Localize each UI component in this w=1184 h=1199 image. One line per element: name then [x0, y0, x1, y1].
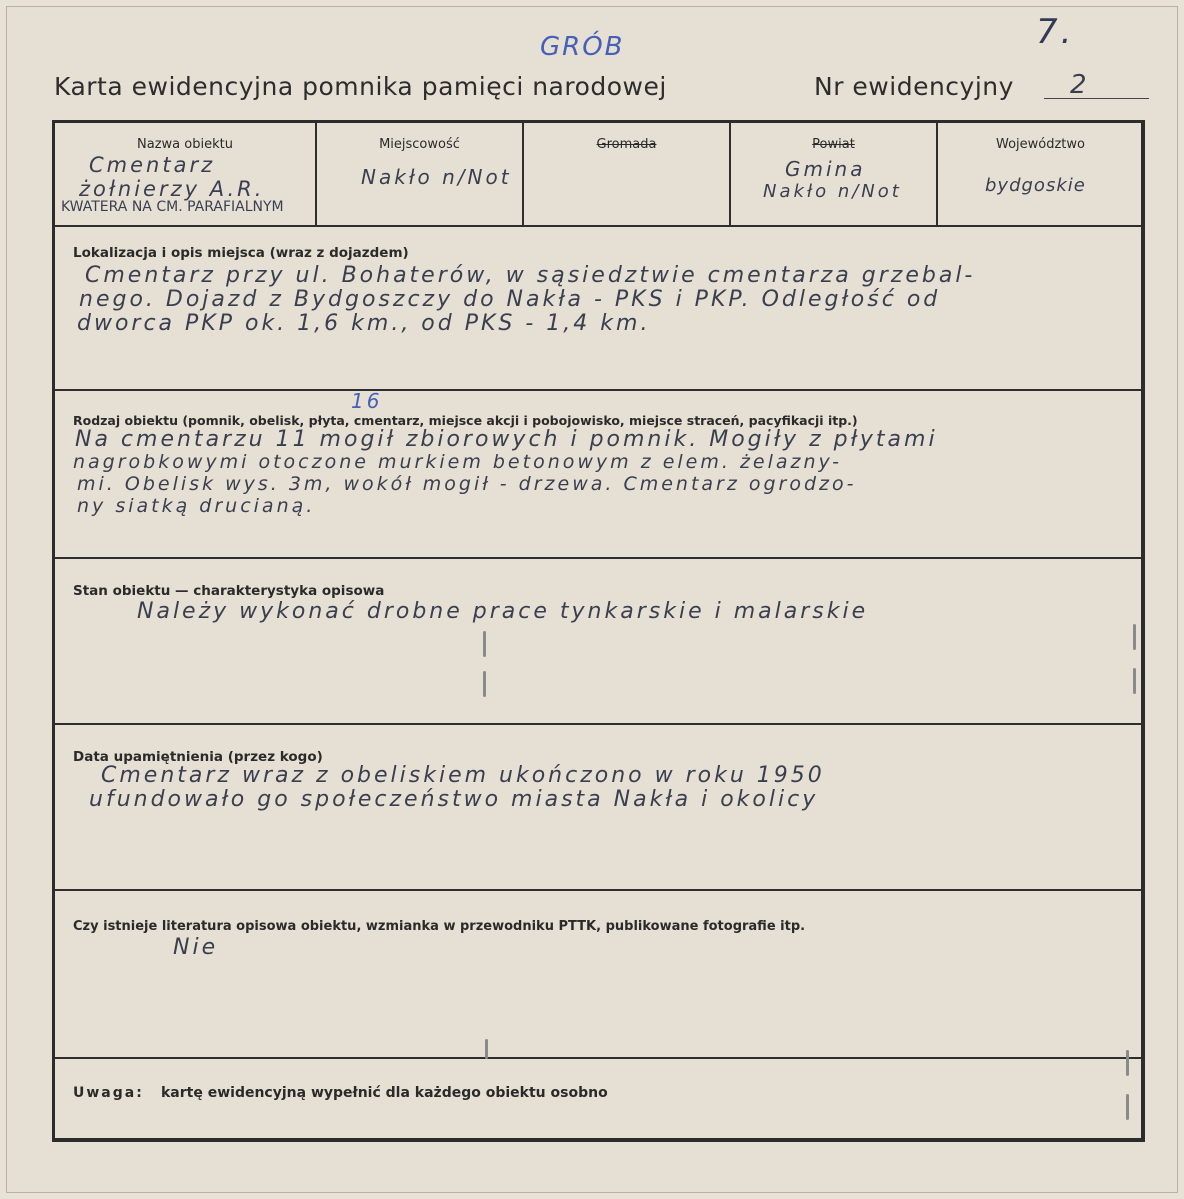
col-label-voivodeship: Województwo — [995, 137, 1085, 152]
type-label: Rodzaj obiektu (pomnik, obelisk, płyta, cmentarz, miejsce akcji i pobojowisko, miejsce straceń, pacyfikacji itp.) — [73, 413, 858, 428]
nr-value: 2 — [1070, 70, 1090, 100]
row-divider — [55, 723, 1141, 725]
type-line: Na cmentarzu 11 mogił zbiorowych i pomnik. Mogiły z płytami — [75, 427, 938, 452]
staple-mark — [483, 631, 486, 657]
gmina-value: Nakło n/Not — [763, 181, 902, 202]
localization-line: dworca PKP ok. 1,6 km., od PKS - 1,4 km. — [77, 311, 651, 336]
col-label-powiat: Powiat — [812, 137, 855, 152]
row-divider — [55, 557, 1141, 559]
voivodeship-value: bydgoskie — [985, 175, 1086, 196]
locality-value: Nakło n/Not — [361, 165, 512, 189]
localization-label: Lokalizacja i opis miejsca (wraz z dojazdem) — [73, 245, 409, 261]
localization-line: Cmentarz przy ul. Bohaterów, w sąsiedztwie cmentarza grzebal- — [85, 263, 976, 288]
card-number: 7. — [1036, 12, 1075, 52]
type-line: nagrobkowymi otoczone murkiem betonowym z elem. żelazny- — [73, 451, 842, 473]
nr-label: Nr ewidencyjny — [814, 72, 1014, 101]
name-value-line: KWATERA NA CM. PARAFIALNYM — [61, 199, 284, 215]
gmina-label: Gmina — [785, 157, 866, 181]
staple-mark — [483, 671, 486, 697]
row-divider — [55, 389, 1141, 391]
literature-line: Nie — [173, 935, 219, 960]
condition-label: Stan obiektu — charakterystyka opisowa — [73, 583, 385, 599]
staple-mark — [485, 1039, 488, 1059]
stamp-note: GRÓB — [540, 32, 625, 62]
row-divider — [55, 225, 1141, 227]
date-label: Data upamiętnienia (przez kogo) — [73, 749, 323, 765]
type-line: mi. Obelisk wys. 3m, wokół mogił - drzewa. Cmentarz ogrodzo- — [77, 473, 857, 495]
footer-note: kartę ewidencyjną wypełnić dla każdego obiektu osobno — [161, 1085, 608, 1101]
col-label-gromada: Gromada — [596, 137, 657, 152]
nr-underline — [1044, 98, 1149, 99]
count-correction: 16 — [351, 389, 383, 413]
name-value-line: Cmentarz — [89, 153, 216, 177]
condition-line: Należy wykonać drobne prace tynkarskie i malarskie — [137, 599, 869, 624]
type-line: ny siatką drucianą. — [77, 495, 316, 517]
staple-mark — [1126, 1050, 1129, 1076]
literature-label: Czy istnieje literatura opisowa obiektu, wzmianka w przewodniku PTTK, publikowane fotografie itp. — [73, 919, 806, 934]
localization-line: nego. Dojazd z Bydgoszczy do Nakła - PKS i PKP. Odległość od — [79, 287, 941, 312]
row-divider — [55, 1057, 1141, 1059]
date-line: ufundowało go społeczeństwo miasta Nakła i okolicy — [89, 787, 819, 812]
staple-mark — [1133, 668, 1136, 694]
col-label-name: Nazwa obiektu — [137, 137, 233, 152]
staple-mark — [1126, 1094, 1129, 1120]
form-table — [52, 120, 1145, 1142]
staple-mark — [1133, 624, 1136, 650]
name-value-line: żołnierzy A.R. — [79, 177, 265, 201]
row-divider — [55, 889, 1141, 891]
card-title: Karta ewidencyjna pomnika pamięci narodowej — [54, 72, 667, 101]
date-line: Cmentarz wraz z obeliskiem ukończono w roku 1950 — [101, 763, 825, 788]
col-label-locality: Miejscowość — [379, 137, 460, 152]
uwaga-label: Uwaga: — [73, 1085, 144, 1101]
